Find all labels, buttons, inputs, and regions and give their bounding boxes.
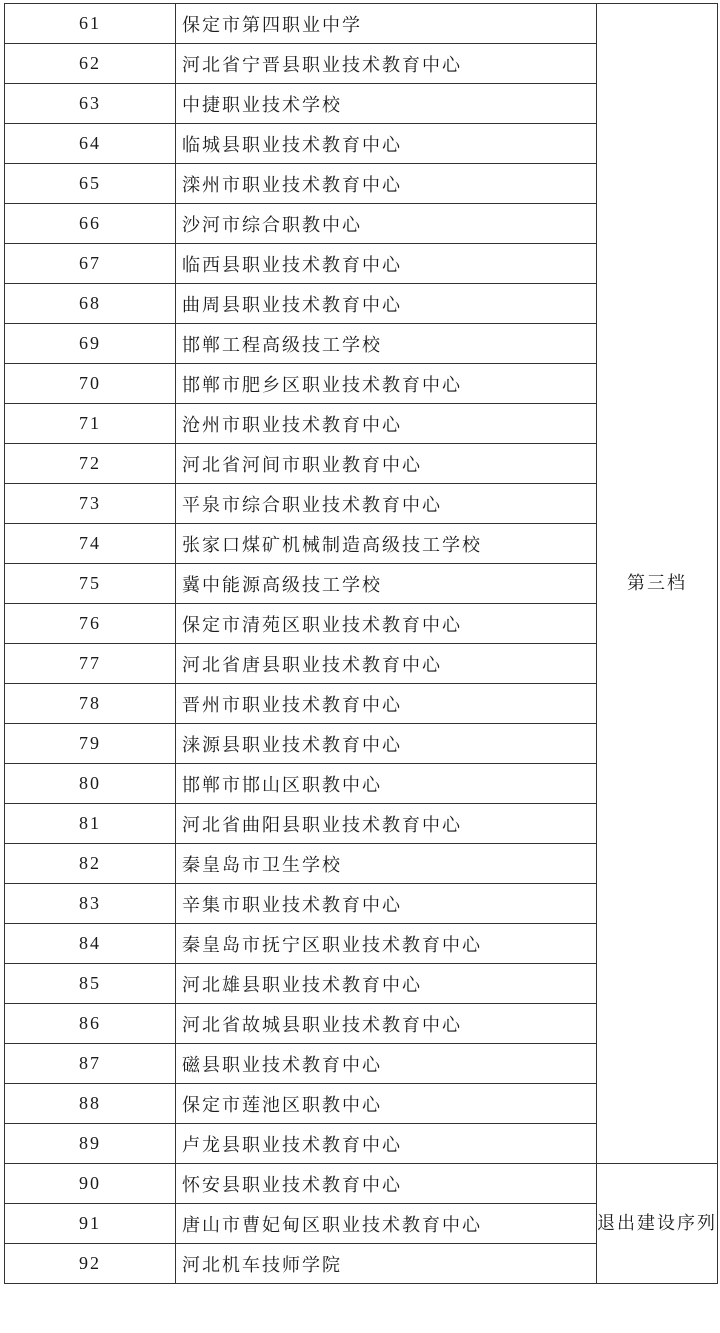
row-number: 87: [5, 1044, 176, 1084]
table-row: [5, 4, 718, 44]
school-name: 卢龙县职业技术教育中心: [176, 1124, 597, 1164]
school-name: 怀安县职业技术教育中心: [176, 1164, 597, 1204]
row-number: 92: [5, 1244, 176, 1284]
school-name: 磁县职业技术教育中心: [176, 1044, 597, 1084]
school-name: 邯郸市邯山区职教中心: [176, 764, 597, 804]
school-list-table: [4, 3, 718, 1284]
row-number: 68: [5, 284, 176, 324]
row-number: 85: [5, 964, 176, 1004]
school-name: 邯郸市肥乡区职业技术教育中心: [176, 364, 597, 404]
tier-label: 退出建设序列: [597, 1164, 718, 1284]
tier-label: 第三档: [597, 4, 718, 1164]
table-row: [5, 1164, 718, 1204]
school-name: 沧州市职业技术教育中心: [176, 404, 597, 444]
row-number: 67: [5, 244, 176, 284]
school-name: 秦皇岛市卫生学校: [176, 844, 597, 884]
school-name: 平泉市综合职业技术教育中心: [176, 484, 597, 524]
row-number: 84: [5, 924, 176, 964]
row-number: 81: [5, 804, 176, 844]
school-name: 临西县职业技术教育中心: [176, 244, 597, 284]
table-body: [5, 4, 718, 1284]
school-name: 涞源县职业技术教育中心: [176, 724, 597, 764]
school-name: 河北省故城县职业技术教育中心: [176, 1004, 597, 1044]
school-name: 河北省唐县职业技术教育中心: [176, 644, 597, 684]
row-number: 77: [5, 644, 176, 684]
school-name: 河北省宁晋县职业技术教育中心: [176, 44, 597, 84]
school-name: 滦州市职业技术教育中心: [176, 164, 597, 204]
school-name: 邯郸工程高级技工学校: [176, 324, 597, 364]
school-name: 河北机车技师学院: [176, 1244, 597, 1284]
row-number: 76: [5, 604, 176, 644]
school-name: 晋州市职业技术教育中心: [176, 684, 597, 724]
row-number: 74: [5, 524, 176, 564]
school-name: 唐山市曹妃甸区职业技术教育中心: [176, 1204, 597, 1244]
school-name: 冀中能源高级技工学校: [176, 564, 597, 604]
school-name: 秦皇岛市抚宁区职业技术教育中心: [176, 924, 597, 964]
row-number: 72: [5, 444, 176, 484]
row-number: 89: [5, 1124, 176, 1164]
school-name: 沙河市综合职教中心: [176, 204, 597, 244]
school-name: 曲周县职业技术教育中心: [176, 284, 597, 324]
school-name: 保定市莲池区职教中心: [176, 1084, 597, 1124]
row-number: 64: [5, 124, 176, 164]
school-name: 河北雄县职业技术教育中心: [176, 964, 597, 1004]
row-number: 86: [5, 1004, 176, 1044]
row-number: 73: [5, 484, 176, 524]
school-name: 临城县职业技术教育中心: [176, 124, 597, 164]
row-number: 62: [5, 44, 176, 84]
school-name: 中捷职业技术学校: [176, 84, 597, 124]
row-number: 83: [5, 884, 176, 924]
row-number: 63: [5, 84, 176, 124]
school-name: 保定市清苑区职业技术教育中心: [176, 604, 597, 644]
row-number: 79: [5, 724, 176, 764]
school-name: 张家口煤矿机械制造高级技工学校: [176, 524, 597, 564]
row-number: 91: [5, 1204, 176, 1244]
school-name: 辛集市职业技术教育中心: [176, 884, 597, 924]
school-name: 河北省曲阳县职业技术教育中心: [176, 804, 597, 844]
row-number: 78: [5, 684, 176, 724]
row-number: 70: [5, 364, 176, 404]
school-name: 河北省河间市职业教育中心: [176, 444, 597, 484]
school-name: 保定市第四职业中学: [176, 4, 597, 44]
row-number: 61: [5, 4, 176, 44]
row-number: 75: [5, 564, 176, 604]
row-number: 71: [5, 404, 176, 444]
row-number: 66: [5, 204, 176, 244]
row-number: 80: [5, 764, 176, 804]
row-number: 88: [5, 1084, 176, 1124]
row-number: 69: [5, 324, 176, 364]
row-number: 65: [5, 164, 176, 204]
row-number: 82: [5, 844, 176, 884]
row-number: 90: [5, 1164, 176, 1204]
